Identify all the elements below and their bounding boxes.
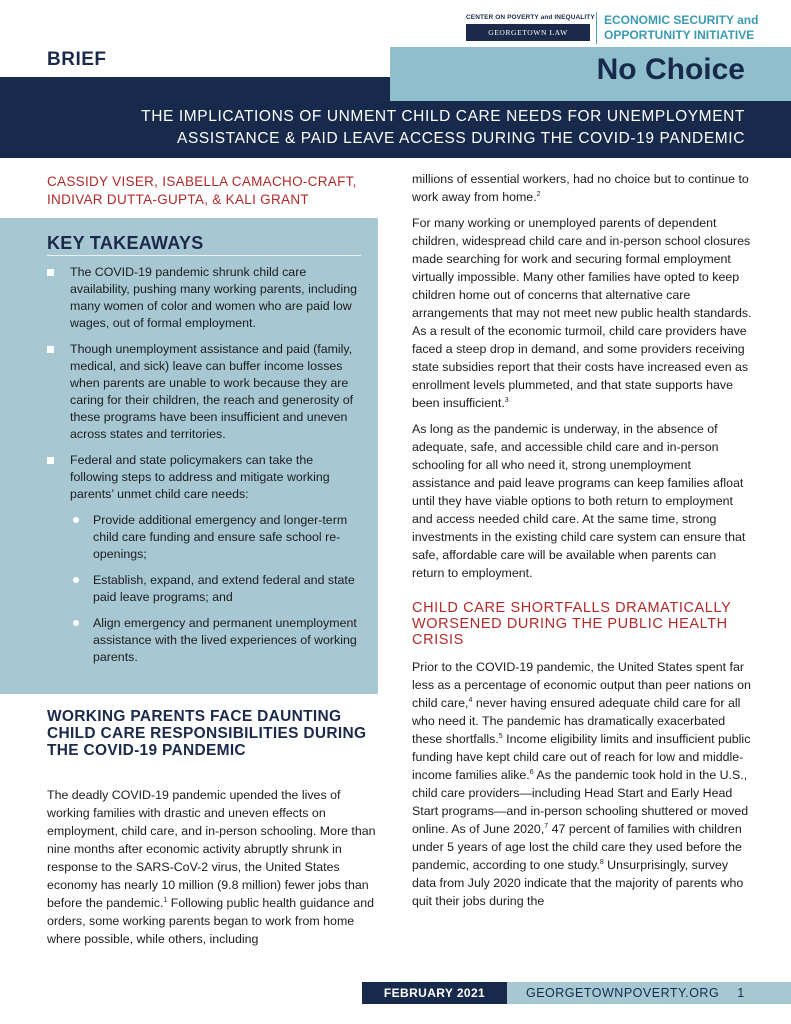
takeaway-text: Federal and state policymakers can take the following steps to address and mitigate working parents’ unmet child care needs: <box>70 453 330 501</box>
footnote-ref[interactable]: 7 <box>544 822 549 830</box>
subtitle-line2: ASSISTANCE & PAID LEAVE ACCESS DURING THE COVID-19 PANDEMIC <box>177 130 745 147</box>
subtitle-line1: THE IMPLICATIONS OF UNMENT CHILD CARE NEEDS FOR UNEMPLOYMENT <box>141 108 745 125</box>
footnote-ref[interactable]: 1 <box>163 896 168 904</box>
dot-bullet-icon <box>73 620 79 626</box>
square-bullet-icon <box>47 346 54 353</box>
key-takeaways-list <box>0 264 378 675</box>
authors <box>47 173 377 209</box>
body-text: As the pandemic took hold in the U.S., child care providers—including Head Start and Early Head Start programs—and in-person schooling shuttered or moved online. As of June 2020, <box>412 768 749 836</box>
initiative-line2: OPPORTUNITY INITIATIVE <box>604 28 755 42</box>
body-text: millions of essential workers, had no choice but to continue to work away from home. <box>412 172 749 204</box>
authors-line1: CASSIDY VISER, ISABELLA CAMACHO-CRAFT, <box>47 174 357 189</box>
initiative-logo <box>604 13 758 43</box>
center-logo <box>466 14 595 41</box>
takeaway-subitem <box>0 572 378 606</box>
body-text: Income eligibility limits and insufficient public funding have kept child care out of reach for low and middle-income families alike. <box>412 732 751 782</box>
body-text: The deadly COVID-19 pandemic upended the lives of working families with drastic and uneven effects on employment, child care, and in-person schooling. More than nine months after economic activity abruptly shrunk in response to the SARS-CoV-2 virus, the United States economy has nearly 10 million (9.8 million) fewer jobs than before the pandemic. <box>47 788 376 910</box>
authors-line2: INDIVAR DUTTA-GUPTA, & KALI GRANT <box>47 192 309 207</box>
initiative-line1: ECONOMIC SECURITY and <box>604 13 759 27</box>
body-text: Prior to the COVID-19 pandemic, the United States spent far less as a percentage of economic output than peer nations on child care, <box>412 660 751 710</box>
takeaway-subitem-text: Align emergency and permanent unemployment assistance with the lived experiences of working parents. <box>93 616 357 664</box>
dot-bullet-icon <box>73 577 79 583</box>
footnote-ref[interactable]: 6 <box>529 768 534 776</box>
brief-label: BRIEF <box>47 49 107 70</box>
key-takeaways-title: KEY TAKEAWAYS <box>47 233 204 253</box>
body-text: 47 percent of families with children under 5 years of age lost the child care they used before the pandemic, according to one study. <box>412 822 742 872</box>
paragraph <box>412 658 752 910</box>
footnote-ref[interactable]: 2 <box>536 190 541 198</box>
university-name: GEORGETOWN LAW <box>466 24 590 41</box>
section1-body <box>47 786 377 948</box>
takeaway-text: The COVID-19 pandemic shrunk child care availability, pushing many working parents, including many women of color and women who are paid low wages, out of formal employment. <box>70 265 357 330</box>
footer-url-link[interactable]: GEORGETOWNPOVERTY.ORG <box>526 986 720 1000</box>
key-takeaways-rule <box>47 255 361 256</box>
square-bullet-icon <box>47 457 54 464</box>
dot-bullet-icon <box>73 517 79 523</box>
logo-divider <box>596 12 597 44</box>
section-heading: CHILD CARE SHORTFALLS DRAMATICALLY WORSENED DURING THE PUBLIC HEALTH CRISIS <box>412 600 732 648</box>
takeaway-item <box>0 264 378 332</box>
takeaway-subitem <box>0 615 378 666</box>
paragraph <box>412 214 752 412</box>
body-text: Following public health guidance and orders, some working parents began to work from home where possible, while others, including <box>47 896 374 946</box>
footer-bar <box>507 982 791 1004</box>
takeaway-subitem-text: Establish, expand, and extend federal and state paid leave programs; and <box>93 573 355 604</box>
body-text: As long as the pandemic is underway, in the absence of adequate, safe, and accessible child care and in-person schooling for all who need it, strong unemployment assistance and paid leave programs can keep families afloat until they have viable options to both return to employment and access needed child care. At the same time, strong investments in the existing child care system can ensure that safe, affordable care will be available when parents can return to employment. <box>412 422 746 580</box>
footer-date: FEBRUARY 2021 <box>362 982 507 1004</box>
body-text: Unsurprisingly, survey data from July 2020 indicate that the majority of parents who quit their jobs during the <box>412 858 744 908</box>
takeaway-subitem-text: Provide additional emergency and longer-term child care funding and ensure safe school re-openings; <box>93 513 348 561</box>
page-subtitle <box>85 106 745 150</box>
section-heading: WORKING PARENTS FACE DAUNTING CHILD CARE RESPONSIBILITIES DURING THE COVID-19 PANDEMIC <box>47 708 367 759</box>
takeaway-subitem <box>0 512 378 563</box>
footnote-ref[interactable]: 3 <box>504 396 509 404</box>
center-name: CENTER ON POVERTY and INEQUALITY <box>466 14 595 21</box>
body-text: For many working or unemployed parents of dependent children, widespread child care and in-person school closures made searching for work and securing formal employment virtually impossible. Many other families have opted to keep children home out of concerns that alternative care arrangements that may not meet new public health standards. As a result of the economic turmoil, child care providers have faced a steep drop in demand, and some providers receiving state subsidies report that their costs have increased even as enrollment levels plummeted, and that state supports have been insufficient. <box>412 216 752 410</box>
takeaway-item <box>0 452 378 503</box>
page-title: No Choice <box>596 53 745 86</box>
footnote-ref[interactable]: 8 <box>599 858 604 866</box>
page-number: 1 <box>737 986 745 1000</box>
takeaway-text: Though unemployment assistance and paid (family, medical, and sick) leave can buffer income losses when parents are unable to work because they are caring for their children, the reach and generosity of these programs have been insufficient and uneven across states and territories. <box>70 342 354 441</box>
square-bullet-icon <box>47 269 54 276</box>
footnote-ref[interactable]: 4 <box>468 696 473 704</box>
takeaway-item <box>0 341 378 443</box>
paragraph <box>412 170 752 206</box>
body-text: never having ensured adequate child care for all who need it. The pandemic has dramatically exacerbated these shortfalls. <box>412 696 741 746</box>
right-column <box>412 170 752 918</box>
paragraph <box>412 420 752 582</box>
footnote-ref[interactable]: 5 <box>498 732 503 740</box>
